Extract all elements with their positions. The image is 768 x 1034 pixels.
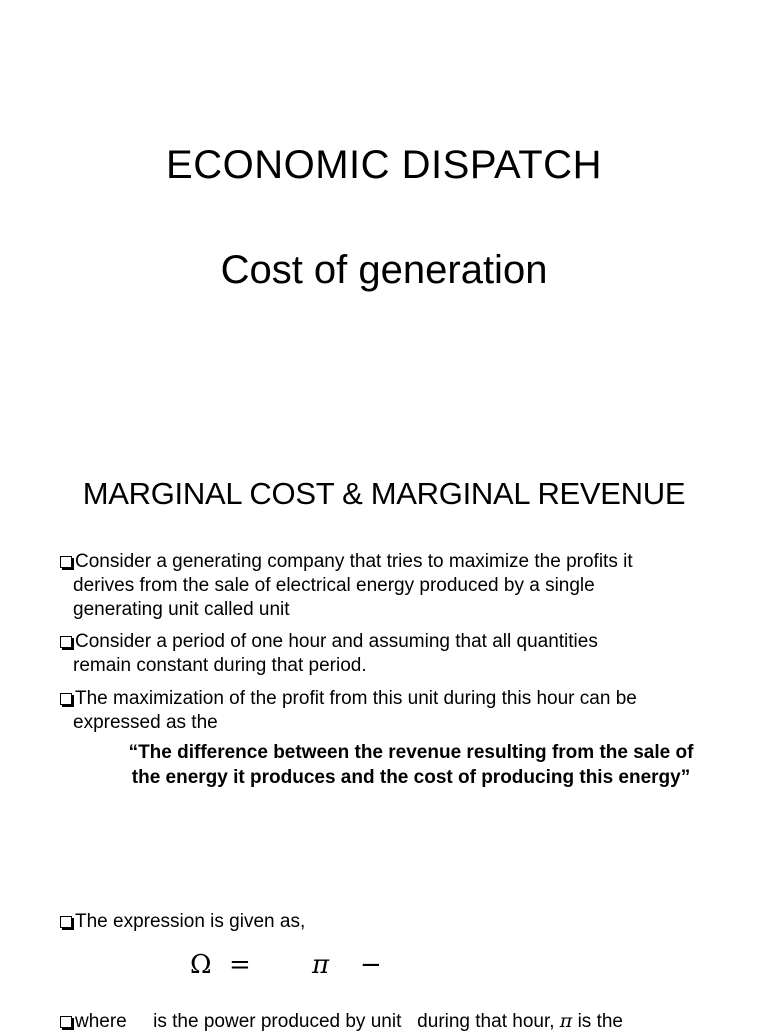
- bullet-text: The maximization of the profit from this unit during this hour can be: [75, 688, 637, 709]
- definition-quote: [96, 740, 726, 790]
- bullet-text: Consider a generating company that tries to maximize the profits it: [75, 551, 633, 572]
- bullet-text: derives from the sale of electrical energy produced by a single: [73, 575, 595, 596]
- equation-equals: =: [229, 950, 251, 980]
- checkbox-bullet-icon: [60, 636, 72, 648]
- bullet-text: The expression is given as,: [75, 911, 306, 932]
- bullet-item: [60, 550, 720, 622]
- bullet-item: [60, 1009, 760, 1034]
- bullet-text: is the: [572, 1011, 623, 1032]
- equation-omega: Ω: [190, 950, 212, 980]
- bullet-text: generating unit called unit: [73, 599, 290, 620]
- checkbox-bullet-icon: [60, 556, 72, 568]
- equation-minus: −: [360, 950, 382, 980]
- bullet-text: remain constant during that period.: [73, 655, 367, 676]
- slide-subtitle: Cost of generation: [220, 248, 548, 292]
- checkbox-bullet-icon: [60, 916, 72, 928]
- bullet-item: [60, 630, 720, 678]
- bullet-text: Consider a period of one hour and assuming that all quantities: [75, 631, 598, 652]
- bullet-item: [60, 687, 720, 735]
- quote-line: “The difference between the revenue resulting from the sale of: [128, 742, 694, 763]
- section-title: MARGINAL COST & MARGINAL REVENUE: [82, 476, 686, 511]
- slide-title: ECONOMIC DISPATCH: [166, 143, 602, 187]
- quote-line: the energy it produces and the cost of producing this energy”: [131, 767, 691, 788]
- checkbox-bullet-icon: [60, 693, 72, 705]
- equation-pi: π: [312, 950, 330, 980]
- pi-symbol: π: [559, 1010, 573, 1032]
- bullet-item: [60, 910, 720, 934]
- checkbox-bullet-icon: [60, 1016, 72, 1028]
- bullet-text: expressed as the: [73, 712, 218, 733]
- bullet-text: where is the power produced by unit during that hour,: [75, 1011, 560, 1032]
